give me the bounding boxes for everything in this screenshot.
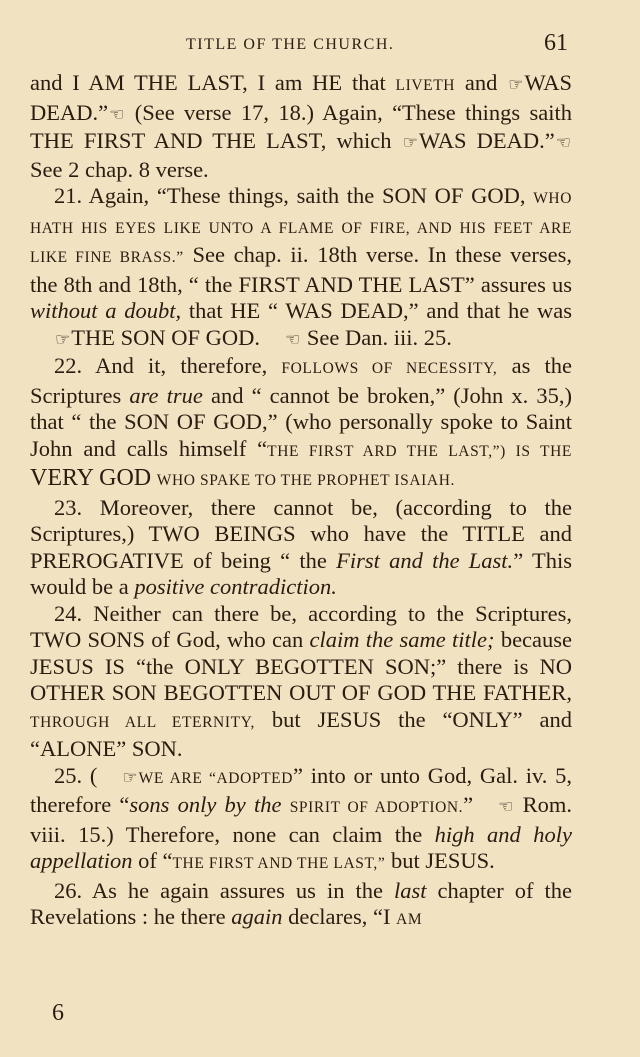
page-number: 61 xyxy=(544,30,568,56)
text-run: 26. As he again assures us in the xyxy=(54,877,383,903)
paragraph-26 xyxy=(30,878,572,934)
paragraph-21 xyxy=(30,183,572,353)
text-run: but JESUS. xyxy=(391,848,495,873)
text-run: 25. ( xyxy=(54,762,98,788)
pointing-hand-left-icon: ☜ xyxy=(109,104,125,124)
text-run: ” xyxy=(463,792,474,817)
small-caps-run: AM xyxy=(396,911,423,928)
pointing-hand-left-icon: ☜ xyxy=(498,797,514,816)
pointing-hand-right-icon: ☞ xyxy=(508,75,524,94)
small-caps-run: WHO SPAKE TO THE PROPHET ISAIAH. xyxy=(156,472,455,489)
italic-run: without a doubt, xyxy=(30,298,182,323)
text-run: THE SON OF GOD. xyxy=(71,324,261,350)
pointing-hand-right-icon: ☞ xyxy=(402,133,418,152)
text-run: of “ xyxy=(138,848,173,873)
italic-run: claim the same title; xyxy=(309,627,495,652)
text-run: ” This would be a xyxy=(30,547,572,599)
small-caps-run: THE FIRST AND THE LAST,” xyxy=(172,855,386,872)
text-run: and I AM THE LAST, I am HE that xyxy=(30,70,386,95)
paragraph-23 xyxy=(30,495,572,601)
text-run: See 2 chap. 8 verse. xyxy=(30,156,209,182)
body-text xyxy=(30,70,572,934)
paragraph-25 xyxy=(30,763,572,878)
paragraph-22 xyxy=(30,353,572,495)
italic-run: sons only by the xyxy=(129,792,282,817)
page-header xyxy=(0,30,640,60)
text-run: WAS DEAD.” xyxy=(418,128,555,153)
text-run: ” into or unto God, Gal. iv. 5, therefore “ xyxy=(30,762,572,817)
text-run: chapter of the Revelations : he there xyxy=(30,877,573,929)
small-caps-run: SPIRIT OF ADOPTION. xyxy=(289,799,464,816)
text-run: (See verse 17, 18.) Again, “These things saith THE FIRST AND THE LAST, which xyxy=(30,99,572,153)
running-title: TITLE OF THE CHURCH. xyxy=(186,36,395,53)
small-caps-run: THE FIRST ARD THE LAST,”) IS THE xyxy=(267,442,572,460)
italic-run: positive contradiction. xyxy=(134,574,337,599)
text-run: but JESUS the “ONLY” and “ALONE” SON. xyxy=(30,706,573,761)
pointing-hand-right-icon: ☞ xyxy=(55,329,71,349)
italic-run: are true xyxy=(129,382,203,408)
small-caps-run: FOLLOWS OF NECESSITY, xyxy=(281,360,498,377)
small-caps-run: WE ARE “ xyxy=(138,769,217,787)
text-run: See chap. ii. 18th verse. In these verses, the 8th and 18th, “ the FIRST AND THE LAST” assures us xyxy=(30,242,573,297)
text-run: 24. Neither can there be, according to the Scriptures, TWO SONS of God, who can xyxy=(30,600,572,652)
text-run: and “ cannot be broken,” (John x. 35,) that “ the SON OF GOD,” (who personally spoke to Saint John and calls himself “ xyxy=(30,382,572,461)
italic-run: First and the Last. xyxy=(336,547,514,573)
text-run: VERY GOD xyxy=(30,465,152,491)
text-run: declares, “I xyxy=(288,904,391,929)
text-run: because JESUS IS “the ONLY BEGOTTEN SON;” there is NO OTHER SON BEGOTTEN OUT OF GOD THE FATHER, xyxy=(30,627,573,705)
text-run: 23. Moreover, there cannot be, (according to the Scriptures,) TWO BEINGS who have the TITLE and PREROGATIVE of being “ the xyxy=(30,494,572,573)
italic-run: last xyxy=(394,877,427,903)
text-run: as the Scriptures xyxy=(30,353,573,408)
paragraph-continued xyxy=(30,70,572,183)
italic-run: high and holy appellation xyxy=(30,821,572,873)
small-caps-run: LIVETH xyxy=(395,77,456,94)
text-run: WAS DEAD.” xyxy=(30,70,572,125)
italic-run: again xyxy=(231,904,283,929)
text-run: that HE “ WAS DEAD,” and that he was xyxy=(188,298,573,323)
text-run: See Dan. iii. 25. xyxy=(306,324,452,350)
text-run: 22. And it, therefore, xyxy=(54,353,268,378)
pointing-hand-right-icon: ☞ xyxy=(122,767,138,787)
small-caps-run: ADOPTED xyxy=(216,769,294,787)
signature-mark: 6 xyxy=(52,1000,64,1026)
text-run: and xyxy=(464,70,498,95)
text-run: 21. Again, “These things, saith the SON OF GOD, xyxy=(54,183,526,208)
paragraph-24 xyxy=(30,601,572,763)
pointing-hand-left-icon: ☜ xyxy=(555,133,572,152)
small-caps-run: THROUGH ALL ETERNITY, xyxy=(30,713,255,731)
small-caps-run: WHO HATH HIS EYES LIKE UNTO A FLAME OF FIRE, AND HIS FEET ARE LIKE FINE BRASS.” xyxy=(30,190,573,266)
pointing-hand-left-icon: ☜ xyxy=(285,329,301,349)
text-run: Rom. viii. 15.) Therefore, none can claim the xyxy=(30,792,573,847)
